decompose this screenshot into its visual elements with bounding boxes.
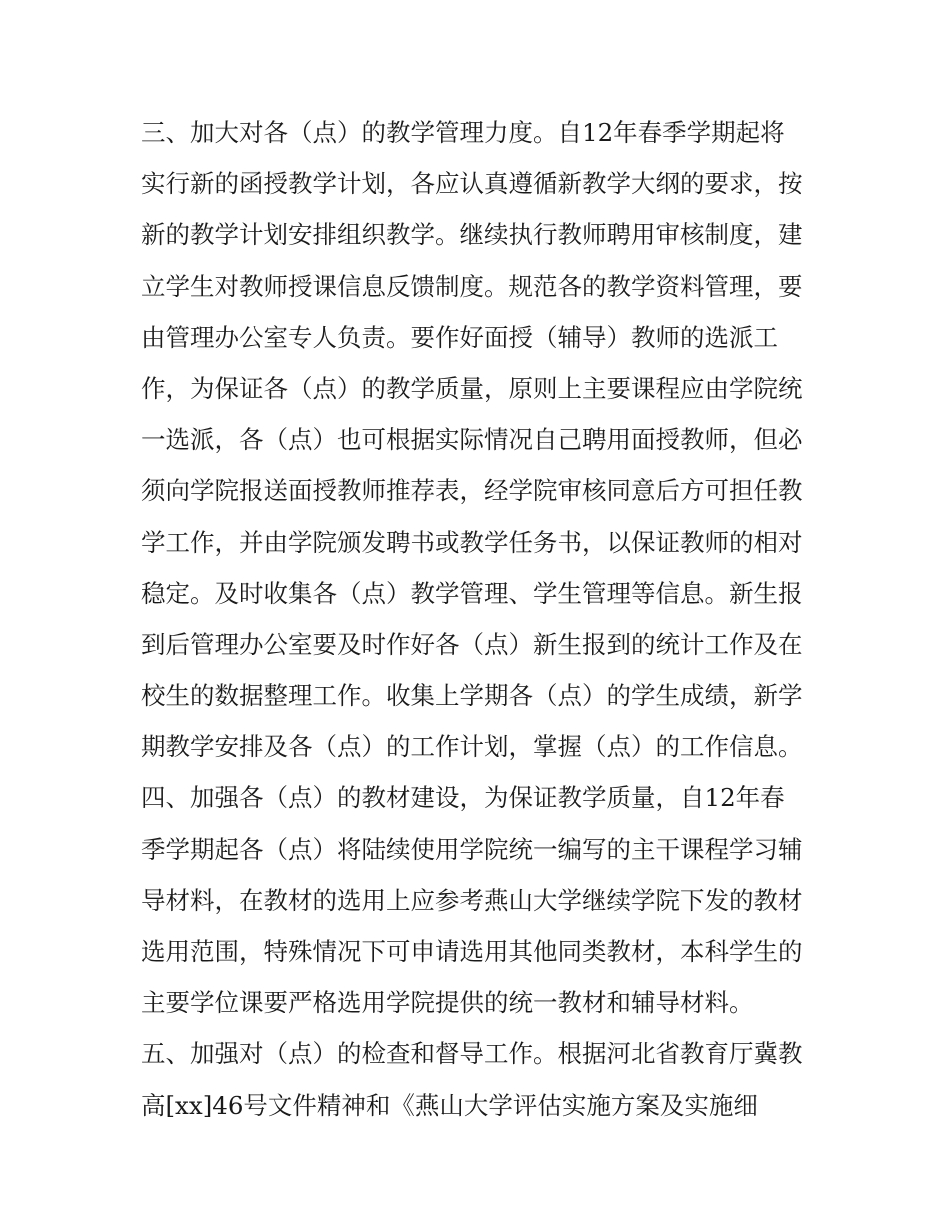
text-line: 新的教学计划安排组织教学。继续执行教师聘用审核制度，建	[141, 220, 803, 250]
text-line: 选用范围，特殊情况下可申请选用其他同类教材，本科学生的	[141, 937, 803, 966]
text-line: 高[xx]46号文件精神和《燕山大学评估实施方案及实施细	[141, 1090, 758, 1120]
text-line: 稳定。及时收集各（点）教学管理、学生管理等信息。新生报	[141, 578, 803, 608]
text-line: 一选派，各（点）也可根据实际情况自己聘用面授教师，但必	[141, 425, 803, 455]
text-line: 三、加大对各（点）的教学管理力度。自12年春季学期起将	[141, 118, 785, 147]
text-line: 季学期起各（点）将陆续使用学院统一编写的主干课程学习辅	[141, 834, 803, 864]
text-line: 到后管理办公室要及时作好各（点）新生报到的统计工作及在	[141, 629, 803, 659]
text-line: 作，为保证各（点）的教学质量，原则上主要课程应由学院统	[141, 373, 803, 403]
text-line: 实行新的函授教学计划，各应认真遵循新教学大纲的要求，按	[141, 169, 803, 199]
text-line: 学工作，并由学院颁发聘书或教学任务书，以保证教师的相对	[141, 527, 803, 557]
text-line: 期教学安排及各（点）的工作计划，掌握（点）的工作信息。	[141, 732, 803, 762]
text-line: 由管理办公室专人负责。要作好面授（辅导）教师的选派工	[141, 322, 778, 352]
text-line: 须向学院报送面授教师推荐表，经学院审核同意后方可担任教	[141, 476, 803, 506]
document-body	[141, 107, 821, 1131]
text-line: 四、加强各（点）的教材建设，为保证教学质量，自12年春	[141, 783, 785, 813]
text-line: 五、加强对（点）的检查和督导工作。根据河北省教育厅冀教	[141, 1039, 803, 1069]
text-line: 主要学位课要严格选用学院提供的统一教材和辅导材料。	[141, 988, 754, 1018]
text-line: 导材料，在教材的选用上应参考燕山大学继续学院下发的教材	[141, 885, 803, 915]
text-line: 立学生对教师授课信息反馈制度。规范各的教学资料管理，要	[141, 271, 803, 301]
text-line: 校生的数据整理工作。收集上学期各（点）的学生成绩，新学	[141, 681, 803, 711]
